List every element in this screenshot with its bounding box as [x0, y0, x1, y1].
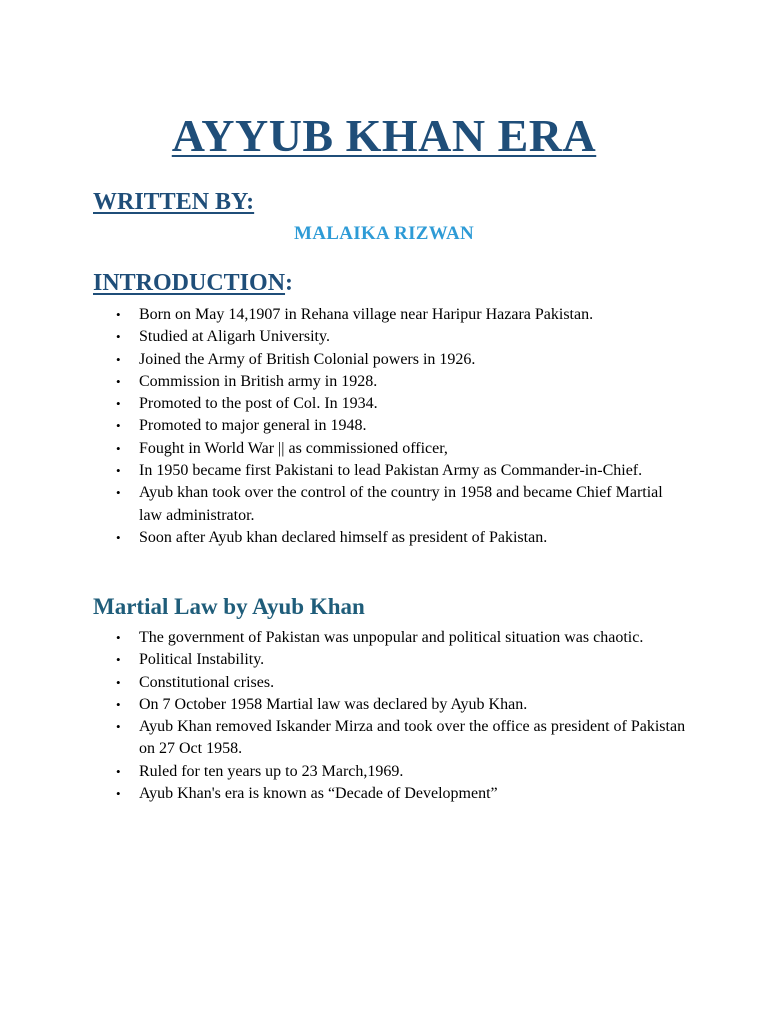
- list-item: [0, 649, 768, 671]
- introduction-heading: [93, 268, 293, 298]
- bullet-icon: •: [116, 351, 121, 367]
- author-name: MALAIKA RIZWAN: [294, 223, 474, 244]
- written-by-label: WRITTEN BY:: [93, 189, 255, 215]
- introduction-list: [0, 304, 768, 549]
- bullet-icon: •: [116, 674, 121, 690]
- list-item-text: Promoted to the post of Col. In 1934.: [139, 395, 378, 413]
- bullet-icon: •: [116, 418, 121, 434]
- list-item: [0, 627, 768, 649]
- list-item: [0, 761, 768, 783]
- martial-law-list: [0, 627, 768, 805]
- list-item: [0, 460, 768, 482]
- list-item: [0, 672, 768, 694]
- bullet-icon: •: [116, 463, 121, 479]
- bullet-icon: •: [116, 373, 121, 389]
- list-item: [0, 527, 768, 549]
- list-item-text: Ayub Khan's era is known as “Decade of Development”: [139, 785, 498, 803]
- bullet-icon: •: [116, 307, 121, 322]
- list-item-text: Commission in British army in 1928.: [139, 372, 378, 390]
- list-item: [0, 371, 768, 393]
- list-item-text: Promoted to major general in 1948.: [139, 417, 367, 435]
- list-item-text: Ayub khan took over the control of the country in 1958 and became Chief Martial law administrator.: [139, 484, 663, 524]
- list-item-text: On 7 October 1958 Martial law was declared by Ayub Khan.: [139, 695, 528, 713]
- bullet-icon: •: [116, 696, 121, 712]
- list-item: [0, 349, 768, 371]
- list-item: [0, 694, 768, 716]
- list-item: [0, 438, 768, 460]
- bullet-icon: •: [116, 786, 121, 802]
- introduction-heading-colon: :: [285, 270, 294, 296]
- bullet-icon: •: [116, 396, 121, 412]
- list-item: [0, 326, 768, 348]
- list-item-text: Joined the Army of British Colonial powers in 1926.: [139, 350, 476, 368]
- bullet-icon: •: [116, 329, 121, 345]
- list-item-text: In 1950 became first Pakistani to lead Pakistan Army as Commander-in-Chief.: [139, 462, 643, 480]
- bullet-icon: •: [116, 652, 121, 668]
- list-item: [0, 783, 768, 805]
- bullet-icon: •: [116, 630, 121, 645]
- list-item-text: Ayub Khan removed Iskander Mirza and took over the office as president of Pakistan on 27 Oct 1958.: [139, 718, 686, 758]
- bullet-icon: •: [116, 763, 121, 779]
- bullet-icon: •: [116, 529, 121, 545]
- list-item-text: Constitutional crises.: [139, 673, 275, 691]
- document-title: AYYUB KHAN ERA: [171, 110, 597, 161]
- list-item-text: Studied at Aligarh University.: [139, 328, 330, 346]
- bullet-icon: •: [116, 485, 121, 501]
- bullet-icon: •: [116, 719, 121, 735]
- martial-law-heading: Martial Law by Ayub Khan: [93, 594, 365, 619]
- list-item: [0, 716, 768, 761]
- bullet-icon: •: [116, 440, 121, 456]
- list-item: [0, 415, 768, 437]
- list-item-text: Ruled for ten years up to 23 March,1969.: [139, 762, 404, 780]
- introduction-heading-text: INTRODUCTION: [93, 270, 286, 296]
- list-item-text: Soon after Ayub khan declared himself as president of Pakistan.: [139, 528, 548, 546]
- list-item-text: Political Instability.: [139, 651, 265, 669]
- list-item: [0, 304, 768, 326]
- list-item-text: Fought in World War || as commissioned officer,: [139, 439, 448, 457]
- list-item: [0, 482, 768, 527]
- list-item-text: The government of Pakistan was unpopular and political situation was chaotic.: [139, 629, 644, 646]
- list-item: [0, 393, 768, 415]
- list-item-text: Born on May 14,1907 in Rehana village near Haripur Hazara Pakistan.: [139, 306, 594, 323]
